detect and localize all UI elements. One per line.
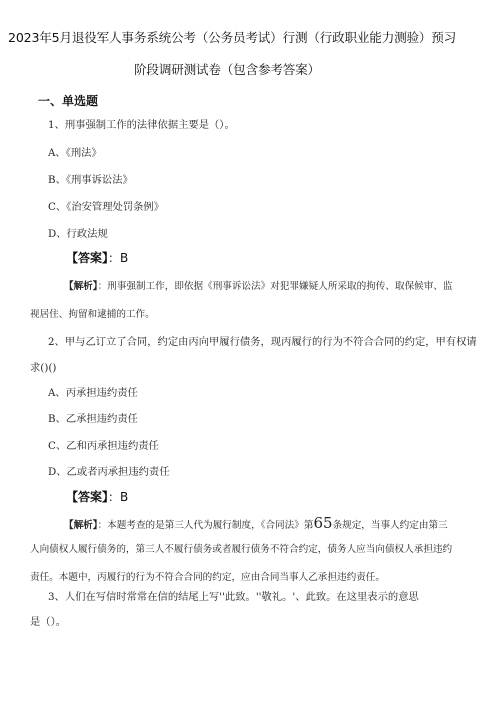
question-2-stem-line-2: 求()() — [30, 362, 57, 374]
answer-value: ：B — [108, 251, 129, 265]
question-1-option-b: B、《刑事诉讼法》 — [48, 174, 133, 186]
analysis-text-b: 条规定，当事人约定由第三 — [332, 520, 448, 531]
document-title-line-2: 阶段调研测试卷（包含参考答案） — [134, 62, 320, 77]
question-2-option-d: D、乙或者丙承担违约责任 — [48, 466, 170, 478]
analysis-text-a: ：本题考查的是第三人代为履行制度，《合同法》第 — [97, 520, 314, 531]
answer-label: 【答案】 — [66, 251, 109, 265]
question-1-option-d: D、行政法规 — [48, 228, 108, 240]
section-heading: 一、单选题 — [38, 94, 99, 108]
question-2-option-c: C、乙和丙承担违约责任 — [48, 440, 159, 452]
analysis-text: ：刑事强制工作，即依据《刑事诉讼法》对犯罪嫌疑人所采取的拘传、取保候审、监 — [97, 281, 453, 292]
article-number: 65 — [313, 514, 333, 532]
question-2-option-b: B、乙承担违约责任 — [48, 413, 138, 425]
answer-value: ：B — [108, 490, 129, 504]
question-2-option-a: A、丙承担违约责任 — [48, 387, 138, 399]
question-3-stem-line-1: 3、人们在写信时常常在信的结尾上写''此致。''敬礼。'、此致。在这里表示的意思 — [48, 591, 419, 603]
question-1-analysis-line-1 — [64, 280, 453, 294]
question-1-analysis-line-2: 视居住、拘留和逮捕的工作。 — [30, 309, 155, 320]
question-3-stem-line-2: 是（）。 — [30, 616, 67, 628]
question-2-analysis-line-1 — [64, 516, 448, 533]
question-1-stem: 1、刑事强制工作的法律依据主要是（）。 — [48, 119, 235, 131]
analysis-label: 【解析】 — [64, 520, 98, 531]
question-1-option-c: C、《治安管理处罚条例》 — [48, 201, 164, 213]
analysis-label: 【解析】 — [64, 281, 98, 292]
question-2-analysis-line-2: 人向债权人履行债务的，第三人不履行债务或者履行债务不符合约定，债务人应当向债权人承担违约 — [30, 544, 453, 555]
question-1-answer — [66, 250, 128, 266]
answer-label: 【答案】 — [66, 490, 109, 504]
document-title-line-1: 2023年5月退役军人事务系统公考（公务员考试）行测（行政职业能力测验）预习 — [8, 30, 457, 45]
question-1-option-a: A、《刑法》 — [48, 147, 102, 159]
question-2-stem-line-1: 2、甲与乙订立了合同，约定由丙向甲履行债务，现丙履行的行为不符合合同的约定，甲有权请 — [48, 336, 477, 348]
question-2-answer — [66, 489, 128, 505]
question-2-analysis-line-3: 责任。本题中，丙履行的行为不符合合同的约定，应由合同当事人乙承担违约责任。 — [30, 572, 385, 583]
